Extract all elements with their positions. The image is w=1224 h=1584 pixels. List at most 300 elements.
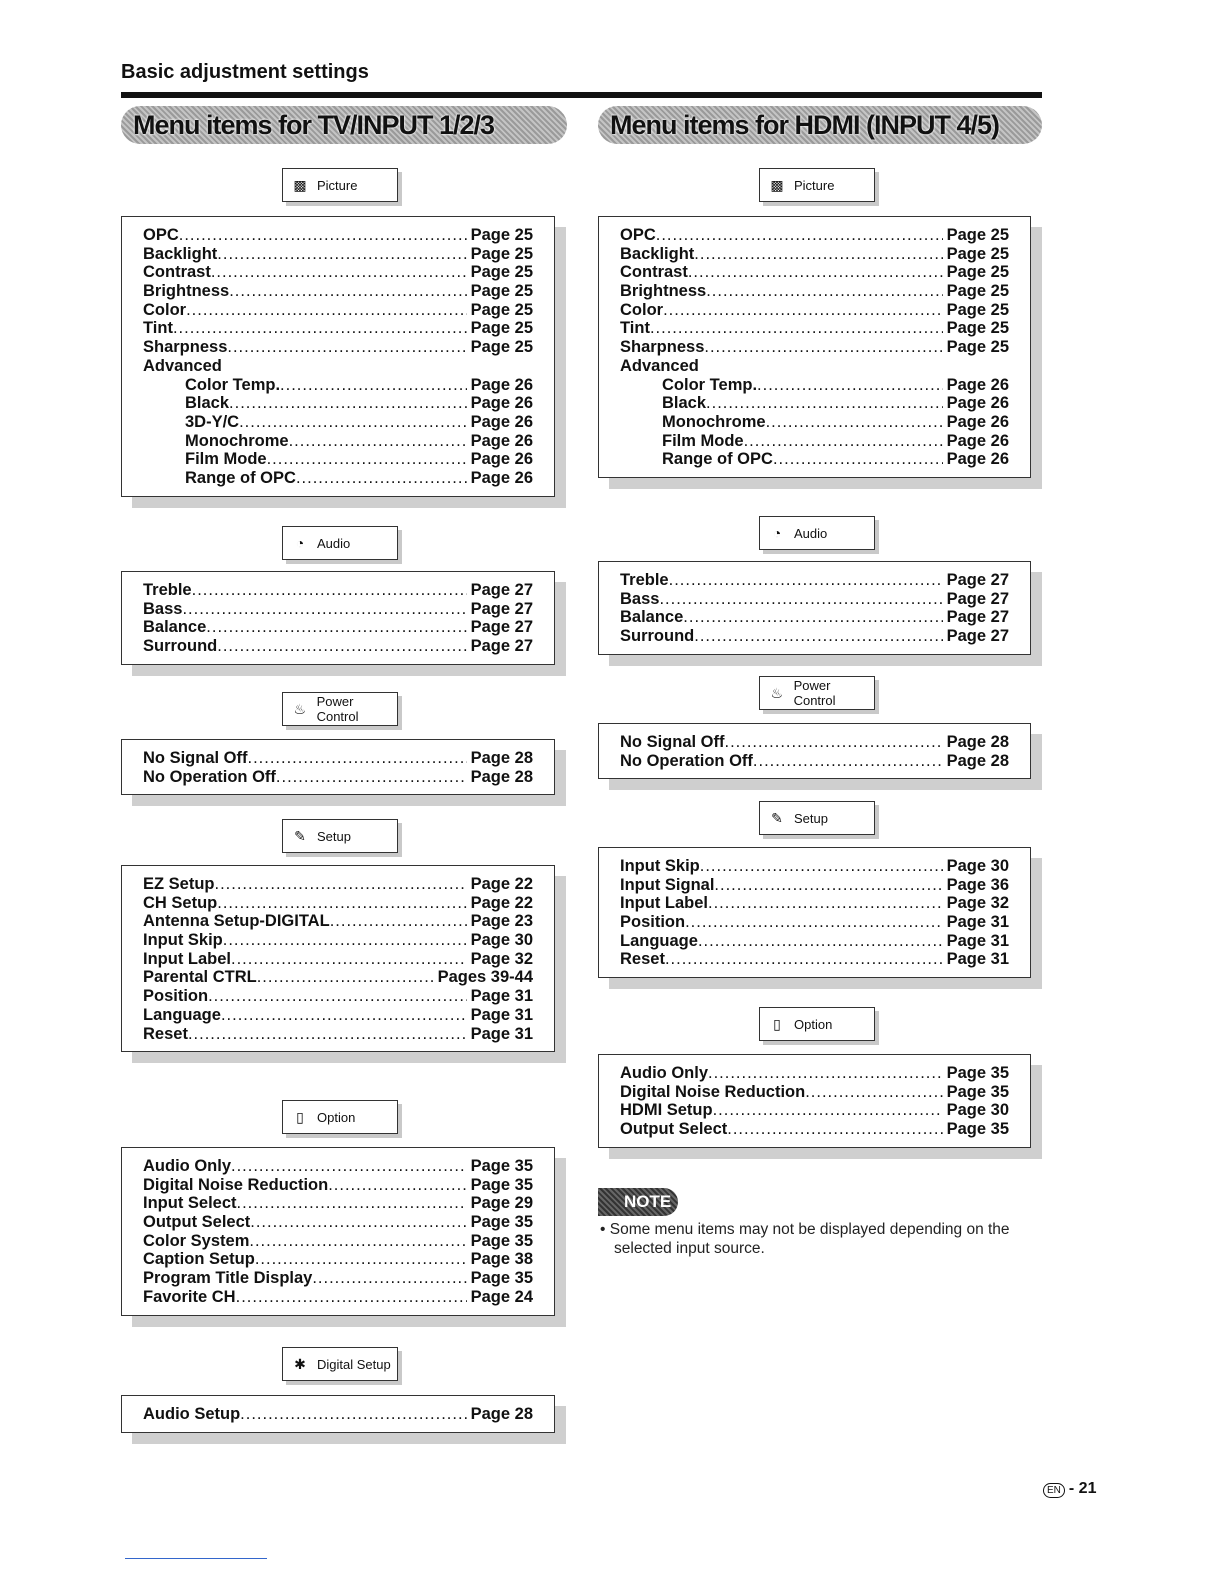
menu-items-box (121, 1395, 555, 1433)
section-banner: Menu items for TV/INPUT 1/2/3 (121, 106, 567, 144)
menu-item-label: OPC (143, 226, 179, 244)
dot-leader (665, 950, 943, 969)
menu-tab-label: Audio (317, 535, 351, 551)
menu-item-label: EZ Setup (143, 875, 215, 893)
menu-item (143, 987, 533, 1006)
menu-items-box (121, 1147, 555, 1316)
dot-leader (805, 1083, 942, 1102)
menu-item (620, 894, 1009, 913)
menu-item-page: Page 27 (946, 589, 1009, 608)
dot-leader (659, 590, 942, 609)
menu-item-page: Page 30 (470, 931, 533, 950)
menu-tab-power-control (282, 692, 398, 726)
menu-tab-audio (282, 526, 398, 560)
menu-item-label: Film Mode (662, 431, 744, 450)
menu-item (620, 876, 1009, 895)
page-number-text: - 21 (1068, 1480, 1097, 1497)
menu-item-page: Page 35 (946, 1064, 1009, 1082)
menu-item (620, 394, 1009, 413)
dot-leader (250, 1213, 466, 1232)
menu-item-page: Page 25 (470, 300, 533, 319)
dot-leader (229, 282, 466, 301)
menu-item-page: Page 35 (470, 1157, 533, 1175)
dot-leader (694, 245, 942, 264)
menu-tab-label: Setup (317, 828, 351, 844)
menu-item-label: Tint (143, 319, 173, 338)
dot-leader (312, 1269, 466, 1288)
menu-item-page: Page 25 (470, 319, 533, 338)
menu-item-label: No Signal Off (620, 733, 725, 751)
dot-leader (255, 1250, 467, 1269)
note-label: NOTE (624, 1192, 672, 1211)
dot-leader (208, 987, 467, 1006)
menu-item-label: Black (662, 394, 707, 413)
menu-item (620, 263, 1009, 282)
dot-leader (296, 469, 467, 488)
setup-icon: ✎ (771, 809, 783, 826)
menu-item-label: Balance (143, 618, 207, 637)
menu-item-label: Treble (620, 571, 669, 589)
menu-item-page: Page 28 (470, 749, 533, 767)
menu-item (620, 1083, 1009, 1102)
dot-leader (227, 338, 466, 357)
menu-item-page: Page 28 (470, 1405, 533, 1423)
menu-item (143, 581, 533, 600)
audio-icon: ◔ (772, 525, 782, 541)
menu-item-label: Bass (620, 589, 660, 608)
menu-items-box (598, 847, 1031, 978)
dot-leader (656, 226, 943, 245)
menu-item-label: Input Skip (620, 857, 700, 875)
menu-items-box (121, 571, 555, 665)
menu-item (143, 394, 533, 413)
menu-item-label: Color (620, 300, 664, 319)
menu-item (620, 590, 1009, 609)
menu-item-page: Page 28 (470, 767, 533, 786)
menu-item-page: Page 25 (470, 226, 533, 244)
menu-item-label: Treble (143, 581, 192, 599)
menu-tab-picture (759, 168, 875, 202)
menu-item (143, 749, 533, 768)
dot-leader (182, 600, 466, 619)
menu-item (620, 357, 1009, 376)
dot-leader (206, 618, 466, 637)
dot-leader (249, 1232, 466, 1251)
menu-tab-option (282, 1100, 398, 1134)
menu-item (143, 1157, 533, 1176)
dot-leader (257, 968, 434, 987)
picture-icon: ▩ (293, 176, 307, 193)
menu-tab-digital-setup (282, 1347, 398, 1381)
menu-item-label: Favorite CH (143, 1287, 236, 1306)
menu-item-page: Page 23 (470, 912, 533, 931)
menu-item-label: Reset (620, 950, 665, 969)
menu-item-label: Surround (143, 637, 218, 656)
menu-item (620, 752, 1009, 771)
dot-leader (683, 608, 942, 627)
menu-item-label: Brightness (620, 282, 707, 301)
menu-item-label: Output Select (143, 1213, 251, 1232)
dot-leader (239, 413, 467, 432)
dot-leader (215, 875, 467, 894)
menu-tab-setup (759, 801, 875, 835)
menu-item (143, 1025, 533, 1044)
menu-items-box (598, 723, 1031, 779)
menu-item-page: Page 31 (470, 1005, 533, 1024)
menu-item-label: Range of OPC (185, 468, 296, 487)
dot-leader (229, 394, 467, 413)
menu-item (620, 338, 1009, 357)
menu-item (143, 245, 533, 264)
dot-leader (217, 637, 466, 656)
menu-item-page: Page 35 (470, 1213, 533, 1232)
menu-tab-label: Option (794, 1016, 833, 1032)
menu-item-page: Page 31 (470, 1024, 533, 1043)
menu-item (620, 627, 1009, 646)
menu-tab-option (759, 1007, 875, 1041)
menu-item-label: Audio Only (620, 1064, 708, 1082)
menu-item-label: Black (185, 394, 230, 413)
menu-item-label: Surround (620, 627, 695, 646)
menu-item (620, 376, 1009, 395)
menu-item-page: Page 28 (946, 751, 1009, 770)
menu-item (143, 875, 533, 894)
menu-items-box (121, 865, 555, 1052)
picture-icon: ▩ (770, 176, 784, 193)
menu-item-page: Page 25 (946, 319, 1009, 338)
menu-item (143, 1405, 533, 1424)
menu-item-page: Page 32 (470, 949, 533, 968)
menu-item-label: Audio Only (143, 1157, 231, 1175)
menu-item-page: Page 31 (946, 950, 1009, 969)
menu-item-page: Page 26 (946, 412, 1009, 431)
menu-item (620, 913, 1009, 932)
menu-item-label: Color System (143, 1231, 250, 1250)
menu-item (143, 376, 533, 395)
menu-item-label: Reset (143, 1024, 188, 1043)
menu-items-box (598, 216, 1031, 478)
menu-item (143, 226, 533, 245)
menu-item-page: Page 25 (470, 244, 533, 263)
dot-leader (766, 413, 943, 432)
dot-leader (706, 282, 942, 301)
menu-item-page: Page 26 (946, 450, 1009, 469)
menu-item-label: CH Setup (143, 893, 218, 912)
dot-leader (698, 932, 943, 951)
option-icon: ▯ (773, 1015, 781, 1032)
menu-item-label: No Operation Off (620, 751, 753, 770)
menu-item-label: Input Skip (143, 931, 223, 950)
menu-item-page: Page 26 (470, 431, 533, 450)
menu-item (143, 600, 533, 619)
menu-item-page: Page 25 (470, 263, 533, 282)
dot-leader (237, 1194, 467, 1213)
menu-tab-label: Picture (794, 177, 835, 193)
setup-icon: ✎ (294, 827, 306, 844)
menu-item-label: Program Title Display (143, 1269, 313, 1288)
dot-leader (267, 450, 467, 469)
menu-item-label: OPC (620, 226, 656, 244)
menu-item (143, 1250, 533, 1269)
menu-item (143, 1269, 533, 1288)
digital-setup-icon: ✱ (294, 1355, 306, 1372)
menu-item-page: Page 31 (470, 987, 533, 1006)
menu-item (143, 912, 533, 931)
dot-leader (753, 752, 943, 771)
menu-item-page: Page 25 (946, 263, 1009, 282)
menu-item-label: Balance (620, 608, 684, 627)
menu-item-label: Color Temp. (662, 375, 758, 394)
dot-leader (714, 876, 942, 895)
dot-leader (650, 319, 943, 338)
dot-leader (186, 301, 467, 320)
menu-item (620, 1120, 1009, 1139)
dot-leader (685, 913, 943, 932)
menu-item-label: Advanced (143, 356, 222, 375)
menu-item (143, 319, 533, 338)
menu-item (143, 338, 533, 357)
menu-item-label: Contrast (143, 263, 211, 282)
menu-item-page: Page 25 (946, 300, 1009, 319)
menu-item-label: Digital Noise Reduction (620, 1082, 806, 1101)
section-banner: Menu items for HDMI (INPUT 4/5) (598, 106, 1042, 144)
dot-leader (211, 263, 467, 282)
dot-leader (704, 338, 942, 357)
menu-item-page: Page 35 (470, 1231, 533, 1250)
dot-leader (663, 301, 943, 320)
menu-item (143, 263, 533, 282)
menu-item-label: HDMI Setup (620, 1101, 713, 1120)
menu-item (143, 637, 533, 656)
menu-item-page: Page 26 (470, 375, 533, 394)
menu-item (143, 1288, 533, 1307)
menu-tab-label: Digital Setup (317, 1356, 391, 1372)
menu-item (143, 931, 533, 950)
menu-item-page: Page 26 (946, 394, 1009, 413)
menu-item-label: Film Mode (185, 450, 267, 469)
dot-leader (188, 1025, 467, 1044)
menu-item-label: Backlight (620, 244, 695, 263)
dot-leader (708, 894, 943, 913)
menu-item (143, 1194, 533, 1213)
menu-item-page: Page 35 (470, 1269, 533, 1288)
menu-item-page: Page 27 (470, 618, 533, 637)
menu-item (620, 319, 1009, 338)
menu-item-label: Position (143, 987, 209, 1006)
menu-item-page: Page 27 (470, 581, 533, 599)
menu-item-page: Page 38 (470, 1250, 533, 1269)
menu-item (620, 413, 1009, 432)
menu-item-page: Page 22 (470, 893, 533, 912)
menu-item-page: Page 27 (470, 637, 533, 656)
menu-item-label: Output Select (620, 1120, 728, 1139)
power-control-icon: ♨ (770, 684, 784, 701)
menu-item-label: Color (143, 300, 187, 319)
menu-item-page: Page 30 (946, 1101, 1009, 1120)
menu-item (620, 608, 1009, 627)
menu-item-page: Page 26 (946, 431, 1009, 450)
dot-leader (280, 376, 467, 395)
menu-item-page: Page 35 (946, 1120, 1009, 1139)
menu-item-label: Parental CTRL (143, 968, 257, 987)
menu-item-label: Digital Noise Reduction (143, 1175, 329, 1194)
menu-item-label: No Signal Off (143, 749, 248, 767)
menu-item-page: Page 26 (470, 412, 533, 431)
dot-leader (240, 1405, 466, 1424)
menu-item (143, 469, 533, 488)
menu-item-label: Monochrome (662, 412, 766, 431)
menu-item-page: Page 31 (946, 913, 1009, 932)
menu-item (143, 282, 533, 301)
menu-item-label: Input Signal (620, 875, 715, 894)
menu-item-label: Brightness (143, 282, 230, 301)
menu-item (620, 733, 1009, 752)
menu-tab-label: Power Control (793, 678, 836, 708)
menu-item-page: Page 25 (946, 282, 1009, 301)
dot-leader (330, 912, 467, 931)
menu-item (620, 932, 1009, 951)
menu-item-label: Monochrome (185, 431, 289, 450)
menu-item (143, 1176, 533, 1195)
menu-item-page: Page 32 (946, 894, 1009, 913)
menu-tab-audio (759, 516, 875, 550)
menu-item-page: Page 28 (946, 733, 1009, 751)
menu-item (143, 432, 533, 451)
menu-tab-power-control (759, 676, 875, 710)
menu-items-box (598, 1054, 1031, 1148)
menu-item-label: Input Label (620, 894, 708, 913)
menu-item-page: Page 27 (470, 599, 533, 618)
menu-item-page: Page 22 (470, 875, 533, 893)
menu-item-label: Sharpness (143, 338, 228, 357)
menu-item-page: Page 25 (946, 226, 1009, 244)
menu-item-label: Range of OPC (662, 450, 773, 469)
menu-item (620, 245, 1009, 264)
menu-tab-label: Picture (317, 177, 358, 193)
menu-item-label: Caption Setup (143, 1250, 255, 1269)
menu-item (143, 1232, 533, 1251)
dot-leader (231, 950, 467, 969)
menu-item-page: Page 25 (470, 282, 533, 301)
menu-item-page: Page 26 (470, 394, 533, 413)
menu-tab-label: Option (317, 1109, 356, 1125)
footer-line (125, 1558, 267, 1559)
menu-item-page: Page 25 (946, 244, 1009, 263)
menu-item-label: Advanced (620, 356, 699, 375)
menu-item-page: Page 27 (946, 608, 1009, 627)
dot-leader (700, 857, 943, 876)
menu-tab-label: Setup (794, 810, 828, 826)
page-number (1043, 1480, 1096, 1498)
menu-item-label: Color Temp. (185, 375, 281, 394)
menu-item (143, 1213, 533, 1232)
menu-item-label: Sharpness (620, 338, 705, 357)
menu-item-label: Contrast (620, 263, 688, 282)
dot-leader (221, 1006, 467, 1025)
menu-item (143, 301, 533, 320)
audio-icon: ◔ (295, 535, 305, 551)
menu-item (143, 768, 533, 787)
menu-item-page: Page 30 (946, 857, 1009, 875)
menu-items-box (598, 561, 1031, 655)
menu-item-page: Page 35 (946, 1082, 1009, 1101)
menu-item-page: Page 25 (946, 338, 1009, 357)
menu-item-label: 3D-Y/C (185, 412, 240, 431)
language-badge: EN (1043, 1483, 1065, 1498)
menu-item-page: Pages 39-44 (437, 968, 533, 987)
menu-item-label: Input Label (143, 949, 231, 968)
dot-leader (708, 1064, 943, 1083)
menu-item (620, 1064, 1009, 1083)
menu-tab-label: Power Control (316, 694, 359, 724)
dot-leader (669, 571, 943, 590)
menu-item (620, 571, 1009, 590)
menu-item-page: Page 25 (470, 338, 533, 357)
menu-item-page: Page 29 (470, 1194, 533, 1213)
dot-leader (276, 768, 467, 787)
dot-leader (173, 319, 467, 338)
menu-item-page: Page 36 (946, 875, 1009, 894)
dot-leader (248, 749, 467, 768)
menu-item (620, 282, 1009, 301)
dot-leader (727, 1120, 942, 1139)
menu-items-box (121, 739, 555, 795)
menu-item-label: Bass (143, 599, 183, 618)
menu-items-box (121, 216, 555, 497)
dot-leader (713, 1101, 943, 1120)
note-text: • Some menu items may not be displayed depending on the selected input source. (600, 1221, 1010, 1257)
menu-item-page: Page 27 (946, 571, 1009, 589)
menu-item-page: Page 24 (470, 1287, 533, 1306)
dot-leader (694, 627, 942, 646)
option-icon: ▯ (296, 1108, 304, 1125)
menu-item-label: Tint (620, 319, 650, 338)
menu-tab-label: Audio (794, 525, 828, 541)
menu-item-label: Position (620, 913, 686, 932)
menu-item (143, 894, 533, 913)
dot-leader (217, 894, 466, 913)
dot-leader (706, 394, 943, 413)
note-badge (598, 1188, 678, 1216)
menu-item (620, 950, 1009, 969)
dot-leader (236, 1288, 467, 1307)
dot-leader (328, 1176, 466, 1195)
menu-item (143, 618, 533, 637)
menu-item (143, 968, 533, 987)
menu-tab-picture (282, 168, 398, 202)
dot-leader (223, 931, 467, 950)
menu-item (143, 1006, 533, 1025)
menu-item-label: Audio Setup (143, 1405, 241, 1423)
menu-item-label: Language (143, 1005, 221, 1024)
menu-item (620, 857, 1009, 876)
page-title: Basic adjustment settings (121, 61, 369, 83)
dot-leader (757, 376, 943, 395)
dot-leader (192, 581, 467, 600)
menu-item (620, 301, 1009, 320)
title-rule (121, 92, 1042, 98)
dot-leader (289, 432, 467, 451)
menu-item-page: Page 26 (470, 450, 533, 469)
dot-leader (744, 432, 943, 451)
menu-item-page: Page 26 (946, 375, 1009, 394)
dot-leader (231, 1157, 467, 1176)
menu-tab-setup (282, 819, 398, 853)
menu-item-label: Antenna Setup-DIGITAL (143, 912, 330, 931)
menu-item-label: Language (620, 931, 698, 950)
menu-item (620, 226, 1009, 245)
menu-item (143, 950, 533, 969)
